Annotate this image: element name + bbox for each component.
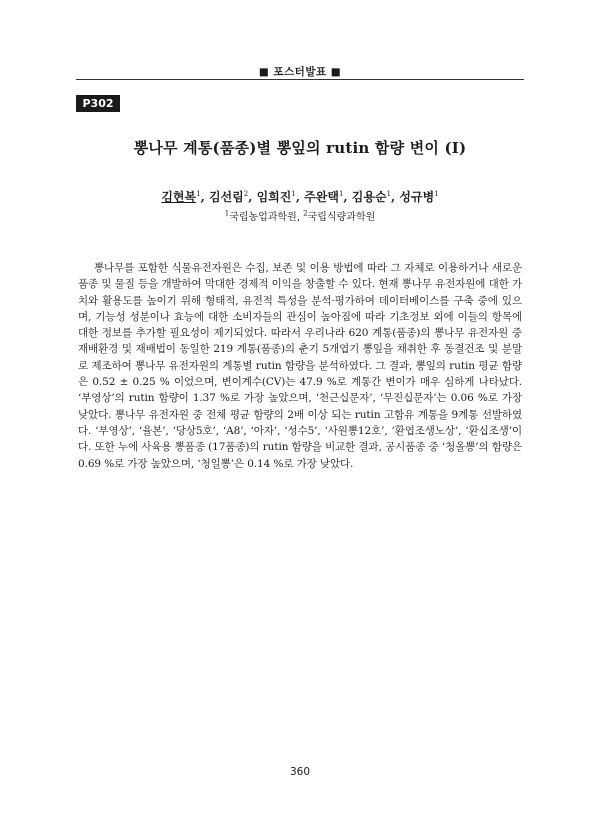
author-name: 주완택: [304, 190, 339, 204]
affiliation-number: 2: [303, 209, 308, 218]
author-affiliation-mark: 1: [291, 190, 296, 198]
author-affiliation-mark: 1: [386, 190, 392, 198]
author-name: 김용순: [351, 190, 387, 204]
affiliation-line: $^1$국립농업과학원, $^2$국립식량과학원: [224, 209, 376, 223]
affiliation-number: 1: [224, 209, 230, 218]
affiliation-name: 국립농업과학원: [229, 212, 297, 223]
author-affiliation-mark: 2: [243, 190, 249, 198]
author-affiliation-mark: 1: [338, 190, 344, 198]
abstract-body: 뽕나무를 포함한 식물유전자원은 수집, 보존 및 이용 방법에 따라 그 자체로 이용하거나 새로운 품종 및 물질 등을 개발하여 막대한 경제적 이익을 창출할 수 있다. 현재 뽕나무 유전자원에 대한 가치와 활용도를 높이기 위해 형태적, 유전적 특성을 분석·평가하여 데이터베이스를 구축 중에 있으며, 기능성 성분이나 효능에 대한 소비자들의 관심이 높아짐에 따라 기초정보 외에 이들의 항목에 대한 정보를 추가할 필요성이 제기되었다. 따라서 우리나라 620 계통(품종)의 뽕나무 유전자원 중 재배환경 및 재배법이 동일한 219 계통(품종)의 춘기 5개엽기 뽕잎을 채취한 후 동결건조 및 분말로 제조하여 뽕나무 유전자원의 계통별 rutin 함량을 분석하였다. 그 결과, 뽕잎의 rutin 평균 함량은 0.52 ± 0.25 % 이었으며, 변이계수(CV)는 47.9 %로 계통간 변이가 매우 심하게 나타났다. ‘부영상’의 rutin 함량이 1.37 %로 가장 높았으며, ‘천근십문자’, ‘무진십문자’는 0.06 %로 가장 낮았다. 뽕나무 유전자원 중 전체 평균 함량의 2배 이상 되는 rutin 고함유 계통을 9계통 선발하였다. ‘부영상’, ‘율본’, ‘당상5호’, ‘A8’, ‘아자’, ‘성수5’, ‘사원뽕12호’, ‘환엽조생노상’, ‘환십조생’이다. 또한 누에 사육용 뽕품종 (17품종)의 rutin 함량을 비교한 결과, 공시품종 중 ‘청올뽕’의 함량은 0.69 %로 가장 높았으며, ‘청일뽕’은 0.14 %로 가장 낮았다.: [78, 262, 522, 470]
section-header: ■ 포스터발표 ■: [258, 66, 342, 78]
paper-title: 뽕나무 계통(품종)별 뽕잎의 rutin 함량 변이 (Ⅰ): [133, 139, 467, 157]
author-affiliation-mark: 1: [196, 190, 201, 198]
header-divider: [76, 79, 524, 80]
affiliation-name: 국립식량과학원: [307, 212, 376, 223]
author-name: 성규병: [399, 190, 435, 204]
author-list: 김현복$^1$, 김선림$^2$, 임희진$^1$, 주완택$^1$, 김용순$^1$, 성규병$^1$: [161, 190, 439, 204]
author-name: 김선림: [208, 190, 244, 204]
author-name: 임희진: [256, 190, 292, 204]
author-name: 김현복: [161, 190, 197, 204]
author-affiliation-mark: 1: [434, 190, 439, 198]
page-number: 360: [289, 766, 311, 778]
poster-id-badge: P302: [76, 95, 120, 112]
